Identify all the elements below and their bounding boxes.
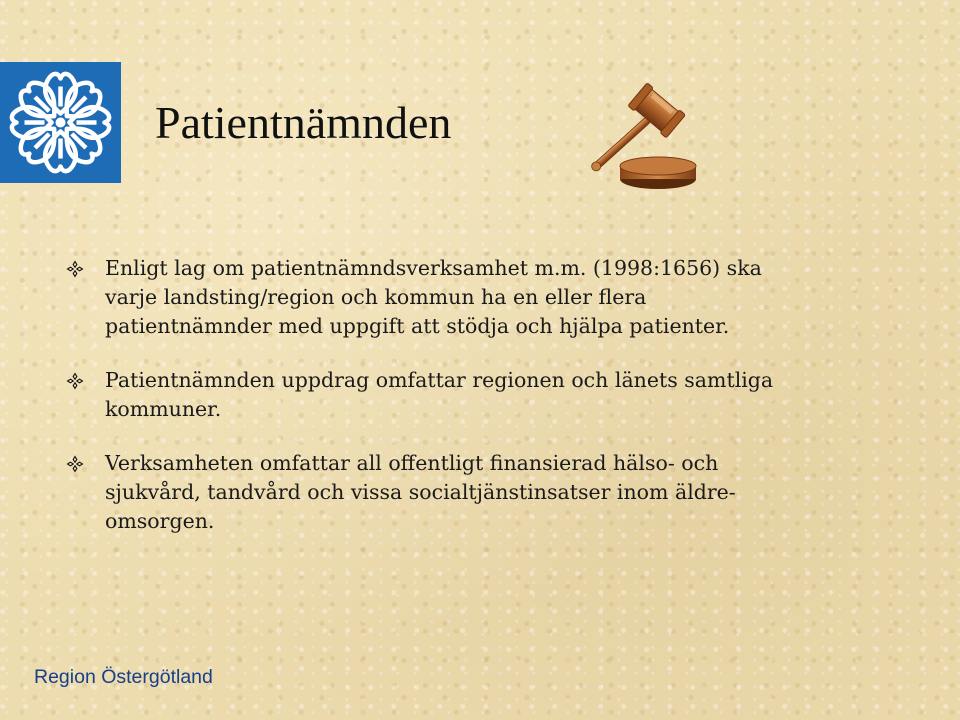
bullet-text: Enligt lag om patientnämndsverksamhet m.m. (1998:1656) ska varje landsting/region och kommun ha en eller flera patientnämnder med uppgift att stödja och hjälpa patienter. <box>105 256 762 338</box>
gavel-icon <box>584 82 700 194</box>
bullet-item <box>66 366 806 424</box>
bullet-text: Patientnämnden uppdrag omfattar regionen och länets samtliga kommuner. <box>105 368 774 421</box>
diamond-bullet-icon <box>66 455 84 473</box>
flower-logo-icon <box>0 62 121 183</box>
bullet-list <box>66 254 806 561</box>
page-title: Patientnämnden <box>155 97 452 148</box>
gavel-image <box>584 82 700 194</box>
bullet-item <box>66 254 806 341</box>
bullet-text: Verksamheten omfattar all offentligt finansierad hälso- och sjukvård, tandvård och vissa socialtjänstinsatser inom äldre-omsorgen. <box>105 451 736 533</box>
footer-organization: Region Östergötland <box>34 666 213 688</box>
region-logo <box>0 62 121 183</box>
diamond-bullet-icon <box>66 372 84 390</box>
bullet-item <box>66 449 806 536</box>
diamond-bullet-icon <box>66 260 84 278</box>
